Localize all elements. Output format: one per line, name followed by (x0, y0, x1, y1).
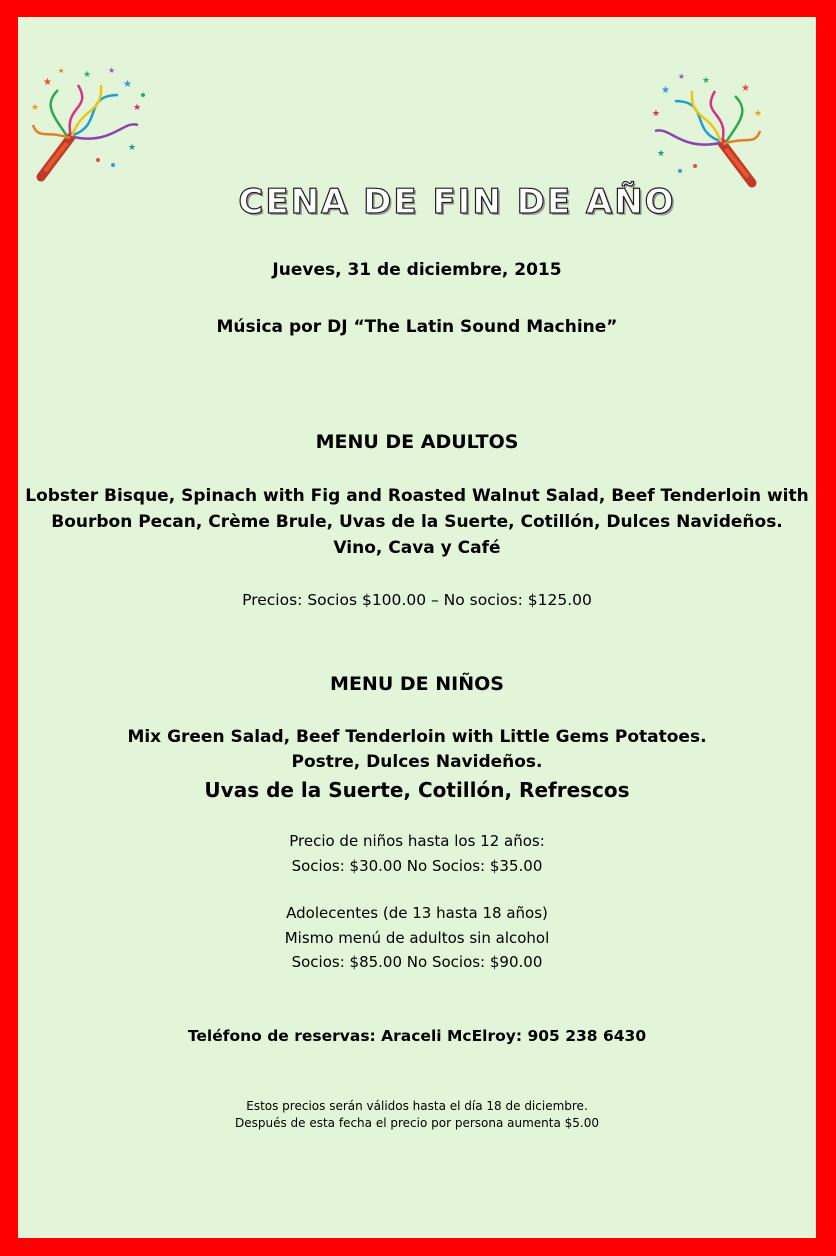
teens-line: Adolecentes (de 13 hasta 18 años) (286, 904, 548, 922)
svg-text:★: ★ (58, 67, 65, 75)
svg-text:★: ★ (31, 103, 40, 113)
kids-menu-line: Uvas de la Suerte, Cotillón, Refrescos (204, 778, 630, 802)
kids-menu-heading: MENU DE NIÑOS (330, 673, 504, 695)
svg-text:★: ★ (43, 77, 52, 88)
party-popper-icon (23, 65, 153, 185)
svg-text:★: ★ (656, 149, 665, 159)
kids-price-line: Socios: $30.00 No Socios: $35.00 (291, 857, 543, 875)
price-note: Después de esta fecha el precio por persona aumenta $5.00 (234, 1116, 599, 1130)
music-line: Música por DJ “The Latin Sound Machine” (216, 317, 618, 337)
teens-line: Socios: $85.00 No Socios: $90.00 (291, 953, 543, 971)
reservation-phone: Teléfono de reservas: Araceli McElroy: 905 238 6430 (187, 1027, 647, 1045)
svg-text:★: ★ (741, 83, 750, 94)
kids-menu-line: Postre, Dulces Navideños. (291, 752, 543, 772)
kids-price-line: Precio de niños hasta los 12 años: (289, 832, 545, 850)
price-note: Estos precios serán válidos hasta el día 18 de diciembre. (246, 1099, 588, 1113)
party-popper-icon (640, 71, 770, 191)
flyer-page (18, 17, 816, 1238)
svg-text:★: ★ (128, 143, 137, 153)
svg-text:★: ★ (108, 66, 116, 75)
svg-text:★: ★ (651, 109, 660, 119)
svg-text:★: ★ (677, 72, 685, 81)
kids-menu-line: Mix Green Salad, Beef Tenderloin with Little Gems Potatoes. (127, 727, 707, 747)
adults-menu-heading: MENU DE ADULTOS (315, 431, 519, 453)
svg-text:★: ★ (123, 79, 132, 90)
svg-text:★: ★ (661, 85, 670, 96)
adults-prices: Precios: Socios $100.00 – No socios: $125.00 (242, 591, 592, 609)
adults-menu-line: Lobster Bisque, Spinach with Fig and Roasted Walnut Salad, Beef Tenderloin with (25, 486, 809, 506)
svg-text:★: ★ (701, 76, 710, 86)
svg-text:★: ★ (753, 109, 762, 119)
svg-text:★: ★ (133, 103, 142, 113)
adults-menu-line: Bourbon Pecan, Crème Brule, Uvas de la Suerte, Cotillón, Dulces Navideños. (51, 512, 783, 532)
teens-line: Mismo menú de adultos sin alcohol (284, 929, 550, 947)
adults-menu-line: Vino, Cava y Café (333, 538, 501, 558)
page-title: CENA DE FIN DE AÑO (238, 182, 676, 222)
event-date: Jueves, 31 de diciembre, 2015 (272, 260, 562, 280)
svg-text:★: ★ (83, 70, 92, 80)
